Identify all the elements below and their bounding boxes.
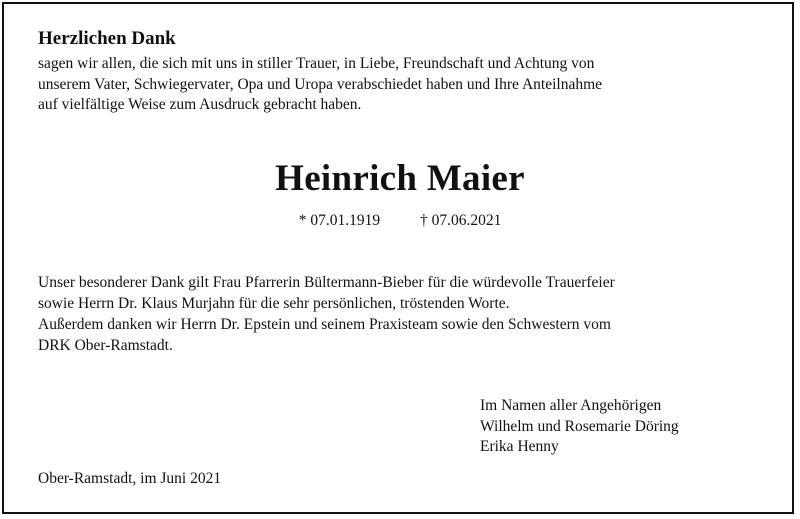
signature-line: Erika Henny <box>480 438 559 455</box>
birth-date: * 07.01.1919 <box>298 212 381 229</box>
thanks-line: sowie Herrn Dr. Klaus Murjahn für die sehr persönlichen, tröstenden Worte. <box>38 295 510 312</box>
life-dates <box>0 212 800 230</box>
notice-heading: Herzlichen Dank <box>38 28 176 49</box>
deceased-name: Heinrich Maier <box>275 158 525 199</box>
intro-line: sagen wir allen, die sich mit uns in stiller Trauer, in Liebe, Freundschaft und Achtung von <box>38 55 595 72</box>
intro-text <box>38 54 768 116</box>
death-date: † 07.06.2021 <box>419 212 502 229</box>
intro-line: auf vielfältige Weise zum Ausdruck gebracht haben. <box>38 96 362 113</box>
signature-line: Im Namen aller Angehörigen <box>480 397 662 414</box>
thanks-line: DRK Ober-Ramstadt. <box>38 337 173 354</box>
intro-line: unserem Vater, Schwiegervater, Opa und Uropa verabschiedet haben und Ihre Anteilnahme <box>38 75 603 93</box>
signature-line: Wilhelm und Rosemarie Döring <box>480 417 679 435</box>
thanks-text <box>38 272 778 356</box>
place-date: Ober-Ramstadt, im Juni 2021 <box>38 470 222 487</box>
thanks-line: Unser besonderer Dank gilt Frau Pfarrerin Bültermann-Bieber für die würdevolle Trauerfeier <box>38 274 615 291</box>
signature-block <box>480 396 679 458</box>
thanks-line: Außerdem danken wir Herrn Dr. Epstein und seinem Praxisteam sowie den Schwestern vom <box>38 316 611 333</box>
